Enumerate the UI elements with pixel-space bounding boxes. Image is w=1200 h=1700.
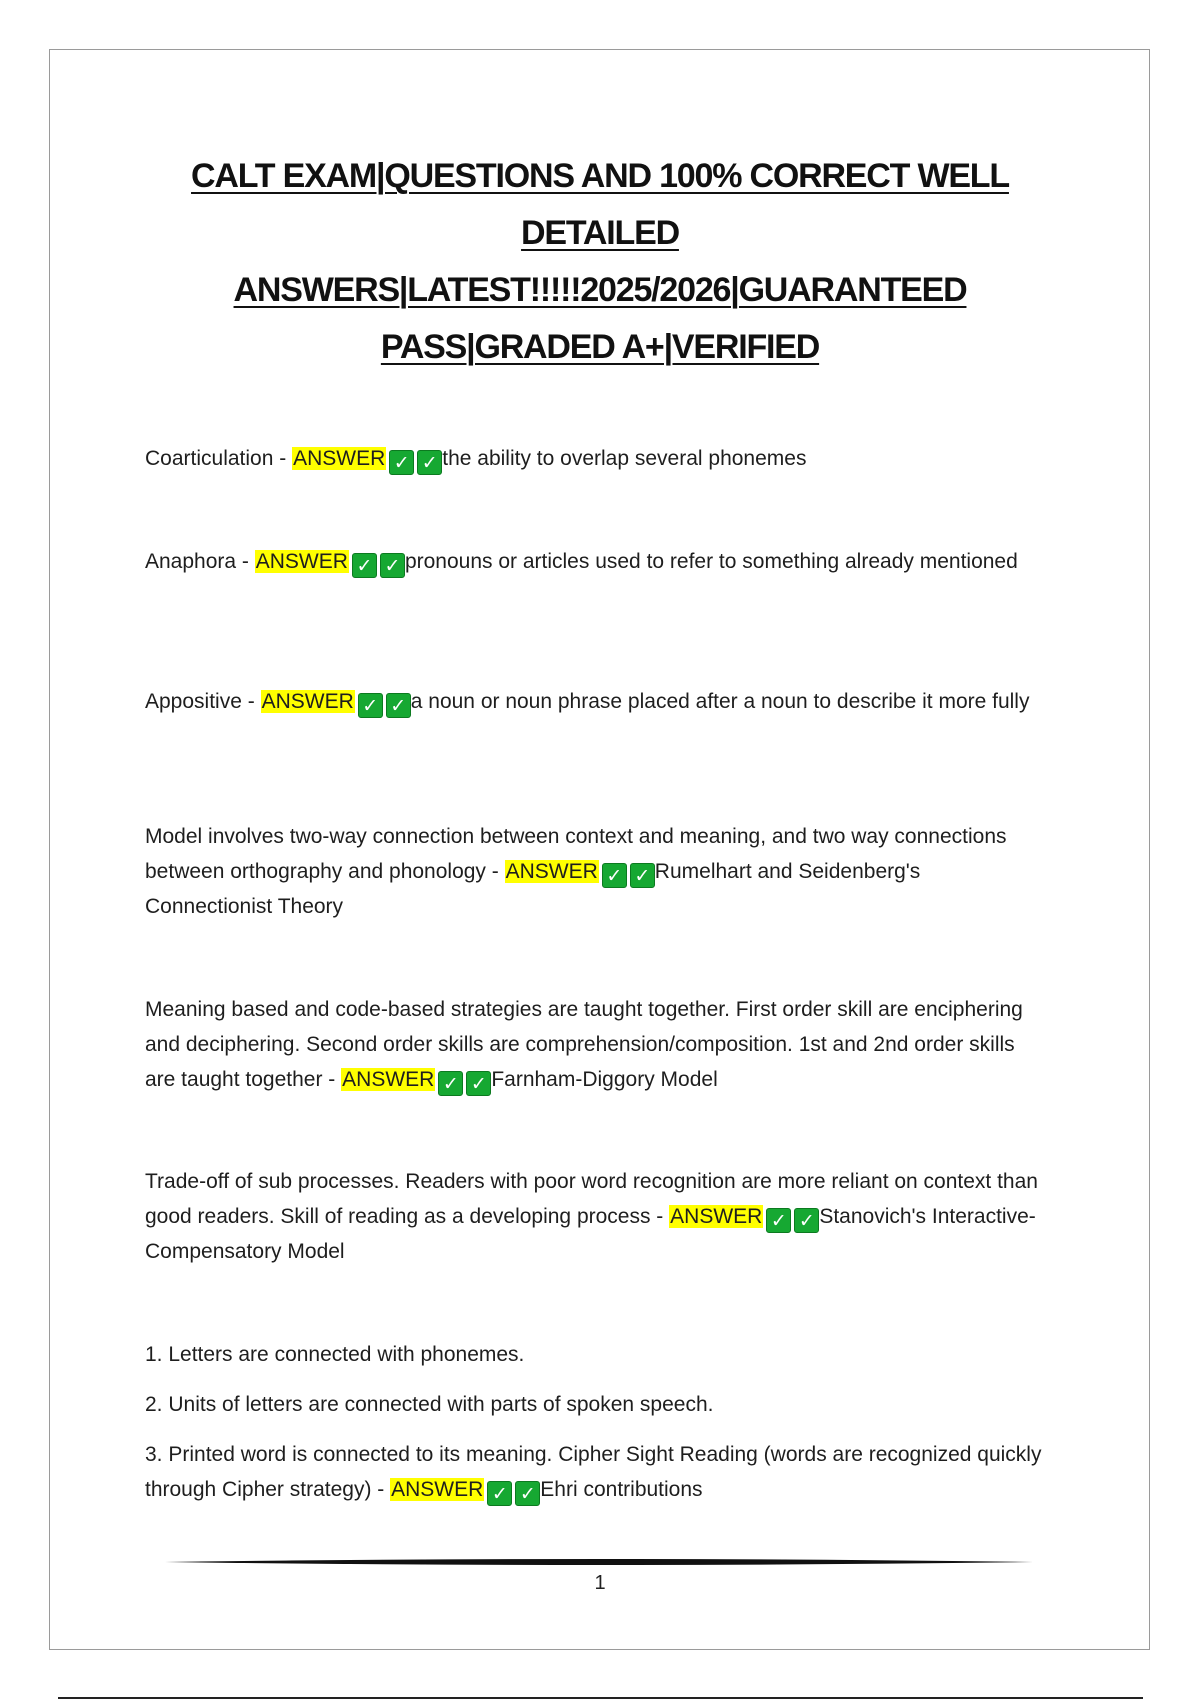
question-text: Coarticulation -	[145, 447, 293, 470]
qa-item-appositive	[145, 684, 1045, 719]
title-line: ANSWERS|LATEST!!!!!2025/2026|GUARANTEED	[233, 271, 967, 309]
check-icon: ✓	[602, 863, 627, 888]
check-icon: ✓	[380, 553, 405, 578]
check-icon: ✓	[766, 1208, 791, 1233]
answer-label: ANSWER	[342, 1068, 435, 1091]
answer-text: Stanovich's Interactive-Compensatory Model	[145, 1205, 1036, 1263]
answer-text: Ehri contributions	[540, 1478, 703, 1501]
answer-label: ANSWER	[261, 690, 354, 713]
qa-item-stanovich	[145, 1164, 1045, 1269]
answer-label: ANSWER	[391, 1478, 484, 1501]
document-title	[160, 148, 1040, 376]
answer-label: ANSWER	[293, 447, 386, 470]
check-icon: ✓	[389, 450, 414, 475]
answer-text: the ability to overlap several phonemes	[442, 447, 807, 470]
check-icon: ✓	[352, 553, 377, 578]
check-icon: ✓	[438, 1071, 463, 1096]
title-line: CALT EXAM|QUESTIONS AND 100% CORRECT WELL	[191, 157, 1009, 195]
check-icon: ✓	[358, 693, 383, 718]
question-text: Model involves two-way connection between context and meaning, and two way connections between orthography and phonology -	[145, 825, 1007, 883]
question-text: Trade-off of sub processes. Readers with poor word recognition are more reliant on context than good readers. Skill of reading as a developing process -	[145, 1170, 1038, 1228]
qa-item-ehri	[145, 1437, 1045, 1507]
title-line: PASS|GRADED A+|VERIFIED	[380, 328, 820, 366]
check-icon: ✓	[466, 1071, 491, 1096]
qa-item-connectionist-theory	[145, 819, 1045, 924]
list-item: 1. Letters are connected with phonemes.	[145, 1343, 525, 1366]
check-icon: ✓	[386, 693, 411, 718]
answer-text: a noun or noun phrase placed after a noun to describe it more fully	[410, 690, 1030, 713]
qa-item-anaphora	[145, 544, 1045, 579]
check-icon: ✓	[630, 863, 655, 888]
check-icon: ✓	[417, 450, 442, 475]
list-item: 2. Units of letters are connected with parts of spoken speech.	[145, 1393, 714, 1416]
check-icon: ✓	[515, 1481, 540, 1506]
title-line: DETAILED	[521, 214, 679, 252]
answer-label: ANSWER	[505, 860, 598, 883]
next-page-edge	[58, 1697, 1143, 1699]
answer-label: ANSWER	[670, 1205, 763, 1228]
check-icon: ✓	[487, 1481, 512, 1506]
answer-text: Farnham-Diggory Model	[491, 1068, 718, 1091]
question-text: 3. Printed word is connected to its meaning. Cipher Sight Reading (words are recognized quickly through Cipher strategy) -	[145, 1443, 1042, 1501]
check-icon: ✓	[794, 1208, 819, 1233]
answer-text: Rumelhart and Seidenberg's Connectionist Theory	[145, 860, 921, 918]
question-text: Anaphora -	[145, 550, 255, 573]
question-text: Appositive -	[145, 690, 261, 713]
page-number: 1	[594, 1572, 606, 1594]
answer-text: pronouns or articles used to refer to something already mentioned	[404, 550, 1018, 573]
answer-label: ANSWER	[255, 550, 348, 573]
question-text: Meaning based and code-based strategies are taught together. First order skill are enciphering and deciphering. Second order skills are comprehension/composition. 1st and 2nd order skills are taught together -	[145, 998, 1023, 1091]
qa-item-coarticulation	[145, 441, 1045, 476]
qa-item-farnham-diggory	[145, 992, 1045, 1097]
footer-divider	[165, 1559, 1033, 1565]
